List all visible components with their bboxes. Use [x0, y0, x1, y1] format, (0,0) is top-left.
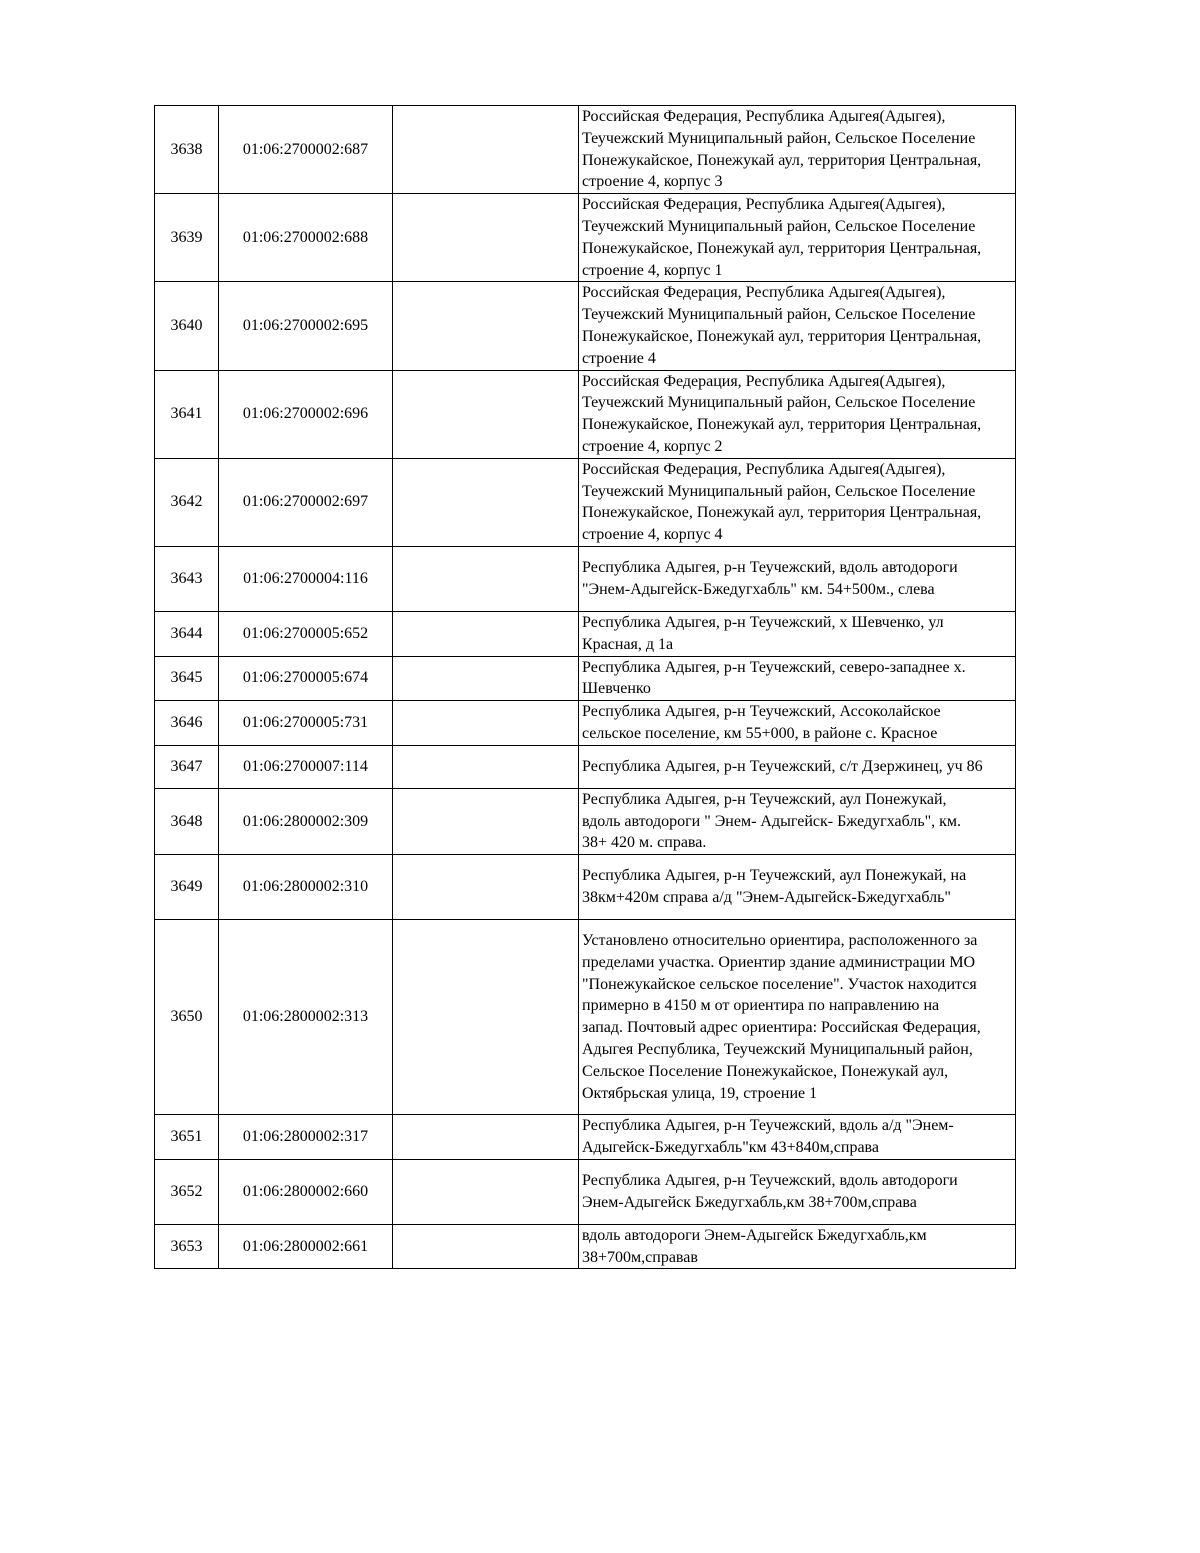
address-cell: Российская Федерация, Республика Адыгея(Адыгея), Теучежский Муниципальный район, Сельское Поселение Понежукайское, Понежукай аул, территория Центральная, строение 4, корпус 4 — [579, 458, 1016, 546]
empty-cell — [393, 745, 579, 788]
cadastral-number: 01:06:2800002:660 — [219, 1159, 393, 1224]
row-number: 3644 — [155, 611, 219, 656]
address-cell: Республика Адыгея, р-н Теучежский, Ассоколайское сельское поселение, км 55+000, в районе с. Красное — [579, 701, 1016, 746]
table-row — [155, 282, 1016, 370]
row-number: 3641 — [155, 370, 219, 458]
address-cell: Республика Адыгея, р-н Теучежский, вдоль автодороги "Энем-Адыгейск-Бжедугхабль" км. 54+500м., слева — [579, 546, 1016, 611]
address-cell: Российская Федерация, Республика Адыгея(Адыгея), Теучежский Муниципальный район, Сельское Поселение Понежукайское, Понежукай аул, территория Центральная, строение 4, корпус 1 — [579, 194, 1016, 282]
row-number: 3653 — [155, 1224, 219, 1269]
table-row — [155, 194, 1016, 282]
table-row — [155, 1159, 1016, 1224]
cadastral-number: 01:06:2700002:696 — [219, 370, 393, 458]
empty-cell — [393, 1115, 579, 1160]
table-row — [155, 701, 1016, 746]
address-cell: Республика Адыгея, р-н Теучежский, х Шевченко, ул Красная, д 1а — [579, 611, 1016, 656]
empty-cell — [393, 656, 579, 701]
row-number: 3649 — [155, 855, 219, 920]
row-number: 3645 — [155, 656, 219, 701]
table-row — [155, 920, 1016, 1115]
row-number: 3642 — [155, 458, 219, 546]
row-number: 3651 — [155, 1115, 219, 1160]
address-cell: Республика Адыгея, р-н Теучежский, вдоль а/д "Энем- Адыгейск-Бжедугхабль"км 43+840м,справа — [579, 1115, 1016, 1160]
empty-cell — [393, 106, 579, 194]
table-row — [155, 656, 1016, 701]
table-row — [155, 1224, 1016, 1269]
table-row — [155, 458, 1016, 546]
address-cell: Российская Федерация, Республика Адыгея(Адыгея), Теучежский Муниципальный район, Сельское Поселение Понежукайское, Понежукай аул, территория Центральная, строение 4, корпус 3 — [579, 106, 1016, 194]
cadastral-number: 01:06:2800002:310 — [219, 855, 393, 920]
row-number: 3638 — [155, 106, 219, 194]
empty-cell — [393, 788, 579, 854]
table-row — [155, 106, 1016, 194]
address-cell: Республика Адыгея, р-н Теучежский, вдоль автодороги Энем-Адыгейск Бжедугхабль,км 38+700м,справа — [579, 1159, 1016, 1224]
cadastral-number: 01:06:2700004:116 — [219, 546, 393, 611]
row-number: 3652 — [155, 1159, 219, 1224]
row-number: 3639 — [155, 194, 219, 282]
cadastral-number: 01:06:2700002:695 — [219, 282, 393, 370]
table-row — [155, 1115, 1016, 1160]
row-number: 3650 — [155, 920, 219, 1115]
table-row — [155, 788, 1016, 854]
empty-cell — [393, 546, 579, 611]
address-cell: Республика Адыгея, р-н Теучежский, аул Понежукай, на 38км+420м справа а/д "Энем-Адыгейск-Бжедугхабль" — [579, 855, 1016, 920]
empty-cell — [393, 282, 579, 370]
address-cell: вдоль автодороги Энем-Адыгейск Бжедугхабль,км 38+700м,справав — [579, 1224, 1016, 1269]
address-cell: Установлено относительно ориентира, расположенного за пределами участка. Ориентир здание администрации МО "Понежукайское сельское поселение". Участок находится примерно в 4150 м от ориентира по направлению на запад. Почтовый адрес ориентира: Российская Федерация, Адыгея Республика, Теучежский Муниципальный район, Сельское Поселение Понежукайское, Понежукай аул, Октябрьская улица, 19, строение 1 — [579, 920, 1016, 1115]
table-body — [155, 106, 1016, 1269]
address-cell: Российская Федерация, Республика Адыгея(Адыгея), Теучежский Муниципальный район, Сельское Поселение Понежукайское, Понежукай аул, территория Центральная, строение 4, корпус 2 — [579, 370, 1016, 458]
row-number: 3647 — [155, 745, 219, 788]
empty-cell — [393, 370, 579, 458]
empty-cell — [393, 1224, 579, 1269]
table-row — [155, 745, 1016, 788]
cadastral-number: 01:06:2700002:697 — [219, 458, 393, 546]
cadastral-number: 01:06:2800002:309 — [219, 788, 393, 854]
empty-cell — [393, 611, 579, 656]
table-row — [155, 546, 1016, 611]
cadastral-number: 01:06:2800002:661 — [219, 1224, 393, 1269]
row-number: 3646 — [155, 701, 219, 746]
empty-cell — [393, 701, 579, 746]
cadastral-number: 01:06:2800002:317 — [219, 1115, 393, 1160]
row-number: 3648 — [155, 788, 219, 854]
table-row — [155, 855, 1016, 920]
table-row — [155, 611, 1016, 656]
empty-cell — [393, 920, 579, 1115]
cadastral-number: 01:06:2700007:114 — [219, 745, 393, 788]
address-cell: Республика Адыгея, р-н Теучежский, аул Понежукай, вдоль автодороги " Энем- Адыгейск- Бжедугхабль", км. 38+ 420 м. справа. — [579, 788, 1016, 854]
address-cell: Российская Федерация, Республика Адыгея(Адыгея), Теучежский Муниципальный район, Сельское Поселение Понежукайское, Понежукай аул, территория Центральная, строение 4 — [579, 282, 1016, 370]
cadastral-number: 01:06:2700005:731 — [219, 701, 393, 746]
cadastral-number: 01:06:2700002:687 — [219, 106, 393, 194]
empty-cell — [393, 1159, 579, 1224]
address-cell: Республика Адыгея, р-н Теучежский, северо-западнее х. Шевченко — [579, 656, 1016, 701]
cadastral-number: 01:06:2700002:688 — [219, 194, 393, 282]
row-number: 3640 — [155, 282, 219, 370]
row-number: 3643 — [155, 546, 219, 611]
address-cell: Республика Адыгея, р-н Теучежский, с/т Дзержинец, уч 86 — [579, 745, 1016, 788]
cadastral-number: 01:06:2800002:313 — [219, 920, 393, 1115]
cadastral-number: 01:06:2700005:652 — [219, 611, 393, 656]
empty-cell — [393, 194, 579, 282]
cadastral-number: 01:06:2700005:674 — [219, 656, 393, 701]
cadastral-table — [154, 105, 1016, 1269]
table-row — [155, 370, 1016, 458]
empty-cell — [393, 855, 579, 920]
empty-cell — [393, 458, 579, 546]
